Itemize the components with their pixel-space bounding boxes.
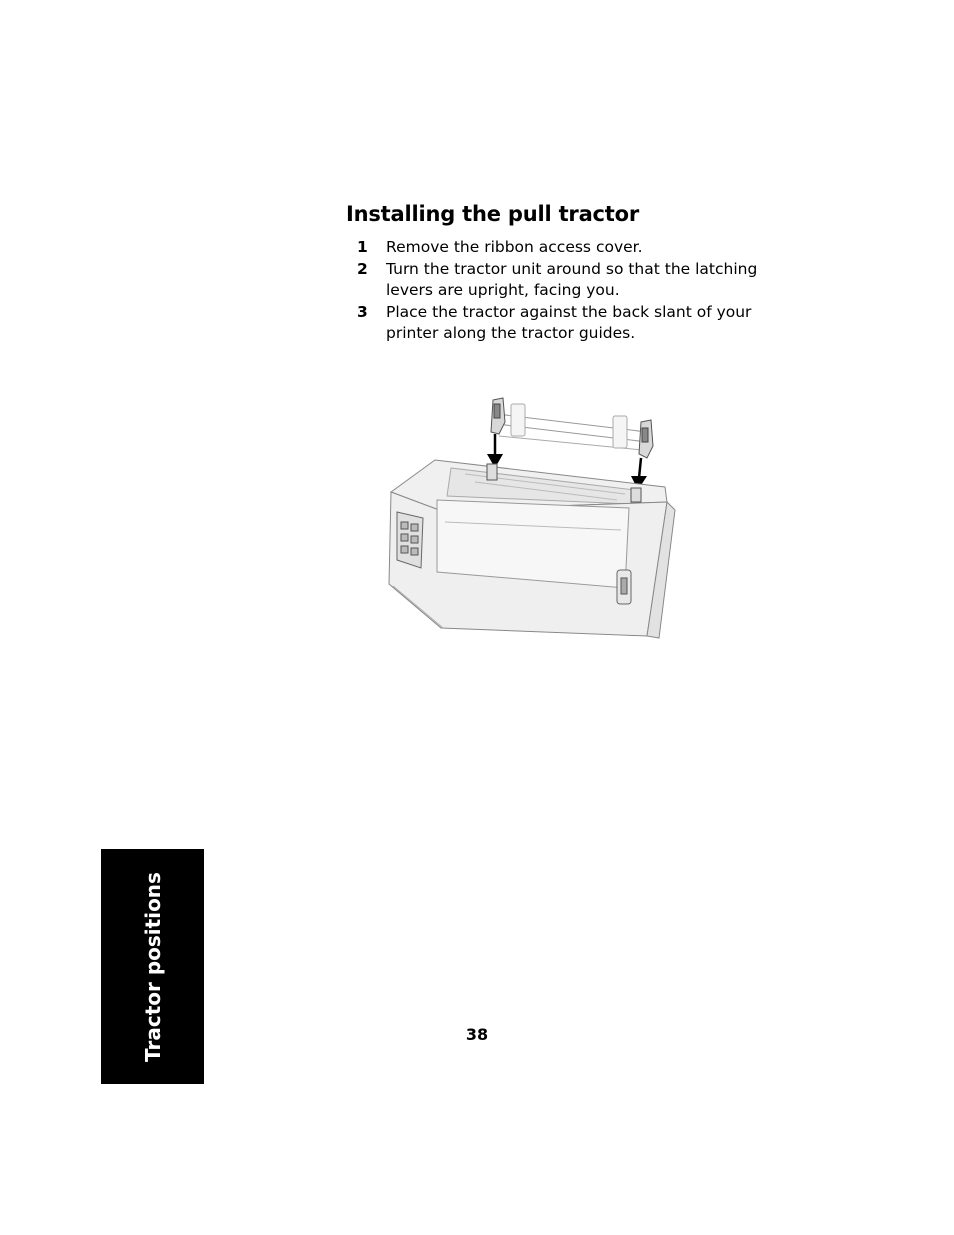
instruction-steps (357, 237, 777, 345)
step-item (357, 237, 777, 258)
step-number: 3 (357, 303, 368, 321)
arrow-icon (487, 434, 503, 468)
printer-body (389, 460, 675, 638)
page-number: 38 (465, 1025, 489, 1044)
printer-illustration (385, 392, 677, 642)
side-tab-label: Tractor positions (140, 871, 165, 1062)
tractor-unit (491, 398, 653, 458)
step-number: 2 (357, 260, 368, 278)
step-number: 1 (357, 238, 368, 256)
step-text: Remove the ribbon access cover. (386, 238, 643, 256)
section-heading: Installing the pull tractor (346, 202, 640, 226)
step-text: Turn the tractor unit around so that the latching levers are upright, facing you. (386, 260, 758, 299)
step-text: Place the tractor against the back slant of your printer along the tractor guides. (386, 303, 752, 342)
section-side-tab (101, 849, 204, 1084)
step-item (357, 259, 777, 301)
step-item (357, 302, 777, 344)
